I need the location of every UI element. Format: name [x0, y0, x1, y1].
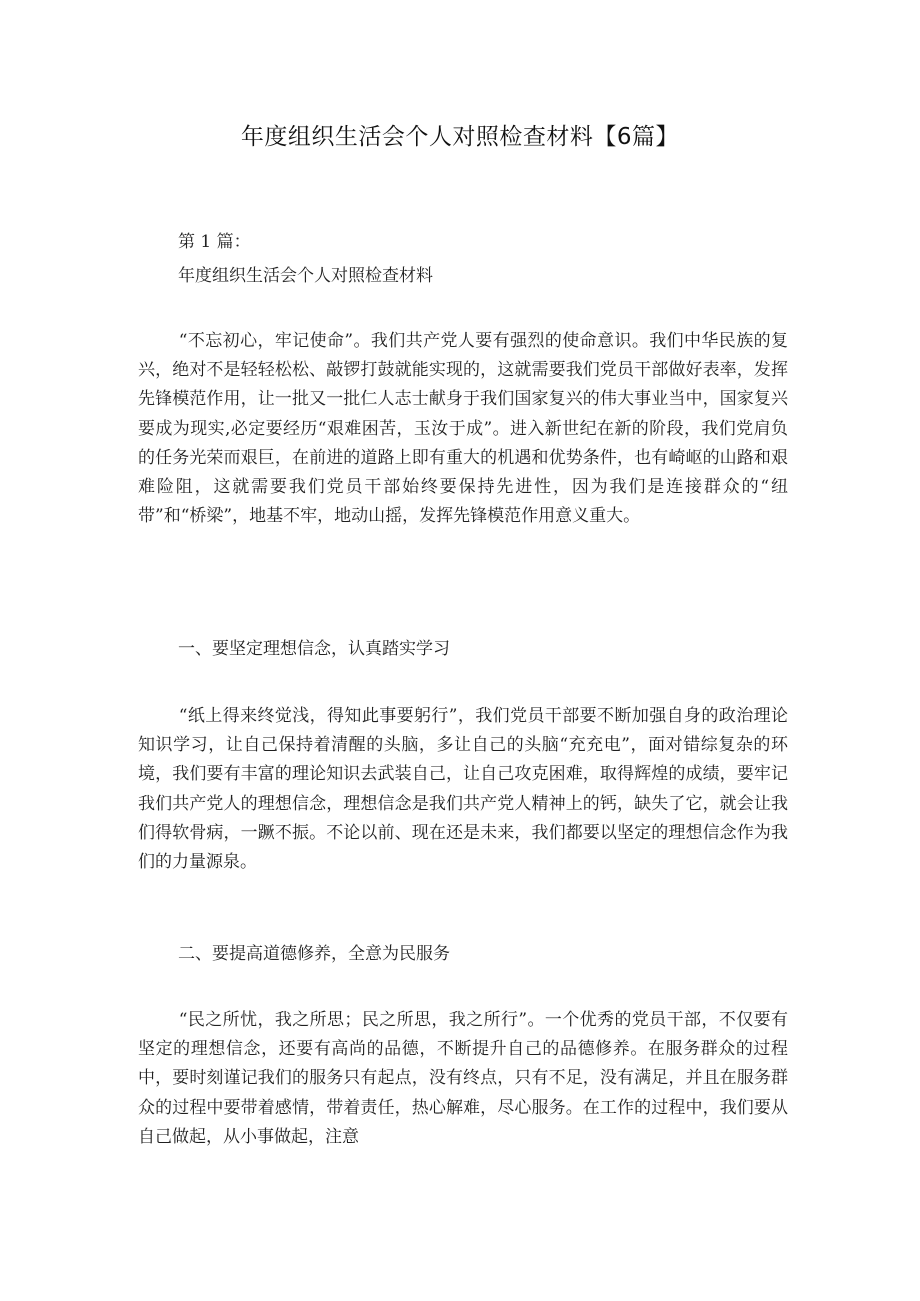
- document-title: 年度组织生活会个人对照检查材料【6篇】: [240, 124, 680, 150]
- section-1-heading: 一、要坚定理想信念，认真踏实学习: [178, 639, 450, 659]
- part-title: 年度组织生活会个人对照检查材料: [178, 266, 433, 286]
- section-1-paragraph: “纸上得来终觉浅，得知此事要躬行”，我们党员干部要不断加强自身的政治理论知识学习，让自己保持着清醒的头脑，多让自己的头脑“充充电”，面对错综复杂的环境，我们要有丰富的理论知识去武装自己，让自己攻克困难，取得辉煌的成绩，要牢记我们共产党人的理想信念，理想信念是我们共产党人精神上的钙，缺失了它，就会让我们得软骨病，一蹶不振。不论以前、现在还是未来，我们都要以坚定的理想信念作为我们的力量源泉。: [138, 706, 788, 873]
- intro-paragraph: “不忘初心，牢记使命”。我们共产党人要有强烈的使命意识。我们中华民族的复兴，绝对不是轻轻松松、敲锣打鼓就能实现的，这就需要我们党员干部做好表率，发挥先锋模范作用，让一批又一批仁人志士献身于我们国家复兴的伟大事业当中，国家复兴要成为现实,必定要经历“艰难困苦，玉汝于成”。进入新世纪在新的阶段，我们党肩负的任务光荣而艰巨，在前进的道路上即有重大的机遇和优势条件，也有崎岖的山路和艰难险阻，这就需要我们党员干部始终要保持先进性，因为我们是连接群众的“纽带”和“桥梁”，地基不牢，地动山摇，发挥先锋模范作用意义重大。: [138, 331, 788, 527]
- section-2-paragraph: “民之所忧，我之所思；民之所思，我之所行”。一个优秀的党员干部，不仅要有坚定的理想信念，还要有高尚的品德，不断提升自己的品德修养。在服务群众的过程中，要时刻谨记我们的服务只有起点，没有终点，只有不足，没有满足，并且在服务群众的过程中要带着感情，带着责任，热心解难，尽心服务。在工作的过程中，我们要从自己做起，从小事做起，注意: [138, 1010, 788, 1147]
- section-2-heading: 二、要提高道德修养，全意为民服务: [178, 944, 450, 964]
- part-label: 第 1 篇：: [178, 232, 251, 252]
